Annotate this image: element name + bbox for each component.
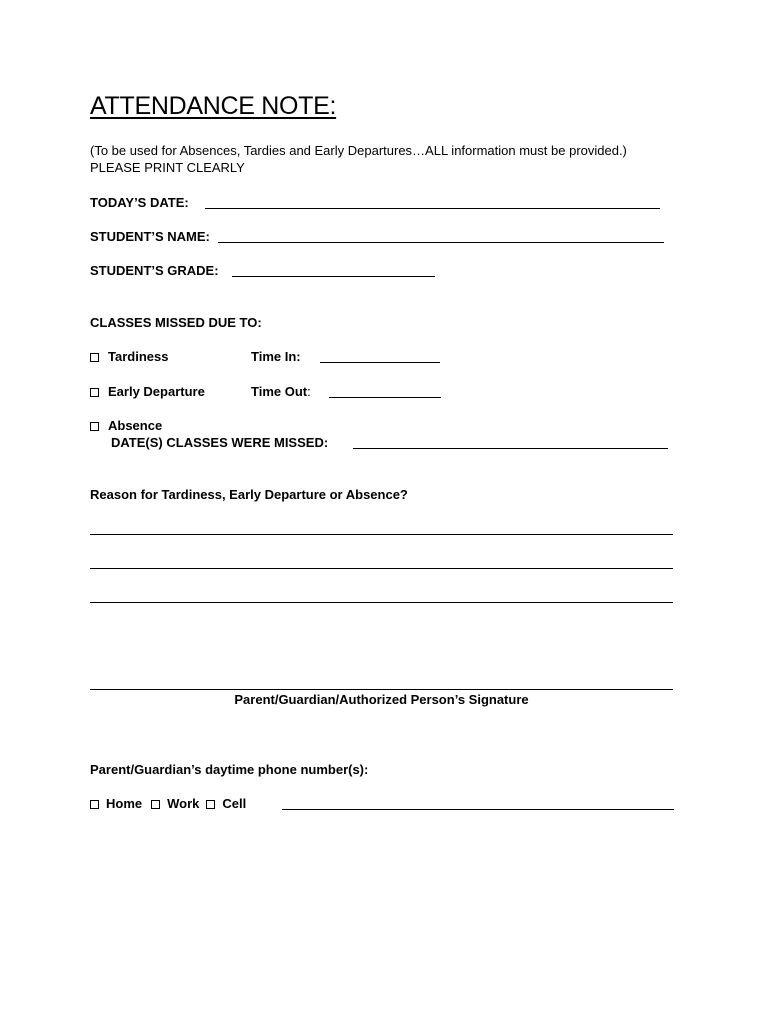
- dates-missed-field[interactable]: [353, 448, 668, 449]
- absence-label: Absence: [108, 418, 163, 433]
- phone-number-field[interactable]: [282, 809, 674, 810]
- cell-option[interactable]: [206, 796, 246, 811]
- early-departure-label: Early Departure: [108, 384, 205, 399]
- checkbox-icon[interactable]: [90, 422, 99, 431]
- student-name-label: STUDENT’S NAME:: [90, 229, 210, 244]
- signature-line[interactable]: [90, 689, 673, 690]
- time-out-label: Time Out: [251, 384, 308, 399]
- checkbox-icon[interactable]: [206, 800, 215, 809]
- student-grade-field[interactable]: [232, 276, 435, 277]
- instructions-text: (To be used for Absences, Tardies and Early Departures…ALL information must be provided.): [90, 143, 627, 158]
- tardiness-label: Tardiness: [108, 349, 169, 364]
- time-out-colon: :: [307, 384, 311, 399]
- print-clearly-text: PLEASE PRINT CLEARLY: [90, 160, 245, 175]
- absence-option[interactable]: [90, 418, 162, 433]
- home-label: Home: [106, 796, 143, 811]
- checkbox-icon[interactable]: [151, 800, 160, 809]
- early-departure-option[interactable]: [90, 384, 205, 399]
- reason-line-3[interactable]: [90, 602, 673, 603]
- reason-line-2[interactable]: [90, 568, 673, 569]
- time-in-field[interactable]: [320, 362, 440, 363]
- time-out-field[interactable]: [329, 397, 441, 398]
- signature-label: Parent/Guardian/Authorized Person’s Signature: [234, 692, 529, 707]
- student-grade-label: STUDENT’S GRADE:: [90, 263, 219, 278]
- dates-missed-label: DATE(S) CLASSES WERE MISSED:: [111, 435, 329, 450]
- work-label: Work: [167, 796, 200, 811]
- phone-type-options: [90, 796, 246, 811]
- cell-label: Cell: [222, 796, 247, 811]
- phone-label: Parent/Guardian’s daytime phone number(s):: [90, 762, 369, 777]
- tardiness-option[interactable]: [90, 349, 168, 364]
- reason-line-1[interactable]: [90, 534, 673, 535]
- home-option[interactable]: [90, 796, 142, 811]
- work-option[interactable]: [151, 796, 199, 811]
- checkbox-icon[interactable]: [90, 353, 99, 362]
- reason-label: Reason for Tardiness, Early Departure or Absence?: [90, 487, 408, 502]
- todays-date-field[interactable]: [205, 208, 660, 209]
- checkbox-icon[interactable]: [90, 800, 99, 809]
- todays-date-label: TODAY’S DATE:: [90, 195, 189, 210]
- page-title: ATTENDANCE NOTE:: [90, 92, 337, 120]
- time-in-label: Time In:: [251, 349, 301, 364]
- classes-missed-label: CLASSES MISSED DUE TO:: [90, 315, 262, 330]
- student-name-field[interactable]: [218, 242, 664, 243]
- checkbox-icon[interactable]: [90, 388, 99, 397]
- time-out-label-group: [251, 384, 311, 399]
